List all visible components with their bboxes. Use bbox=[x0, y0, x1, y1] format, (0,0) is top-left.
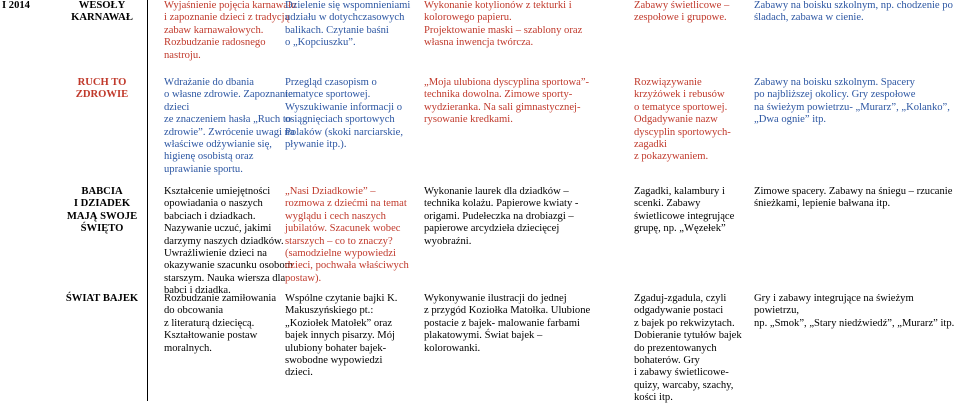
theme-ruch-to-zdrowie: RUCH TO ZDROWIE bbox=[75, 77, 129, 101]
theme-babcia-dziadek: BABCIA I DZIADEK MAJĄ SWOJE ŚWIĘTO bbox=[66, 186, 138, 235]
row1-outdoor: Zabawy na boisku szkolnym, np. chodzenie po śladach, zabawa w cienie. bbox=[754, 0, 953, 24]
row2-art: „Moja ulubiona dyscyplina sportowa”- technika dowolna. Zimowe sporty- wydzieranka. Na sali gimnastycznej- rysowanie kredkami. bbox=[424, 77, 590, 126]
row4-outdoor: Gry i zabawy integrujące na świeżym powietrzu, np. „Smok”, „Stary niedźwiedź”, „Murarz” itp. bbox=[754, 293, 955, 329]
row3-games: Zagadki, kalambury i scenki. Zabawy świetlicowe integrujące grupę, np. „Węzełek” bbox=[634, 186, 735, 235]
row1-goals: Wyjaśnienie pojęcia karnawału i zapoznanie dzieci z tradycją zabaw karnawałowych. Rozbudzanie radosnego nastroju. bbox=[164, 0, 297, 61]
theme-wesoly-karnawal: WESOŁY KARNAWAŁ bbox=[71, 0, 133, 24]
row2-games: Rozwiązywanie krzyżówek i rebusów o tematyce sportowej. Odgadywanie nazw dyscyplin sportowych- zagadki z pokazywaniem. bbox=[634, 77, 731, 163]
row3-literary: „Nasi Dziadkowie” – rozmowa z dziećmi na temat wyglądu i cech naszych jubilatów. Szacunek wobec starszych – co to znaczy? (samodzielne wypowiedzi dzieci, pochwała właściwych postaw). bbox=[285, 186, 409, 284]
row4-art: Wykonywanie ilustracji do jednej z przygód Koziołka Matołka. Ulubione postacie z bajek- malowanie farbami plakatowymi. Świat bajek – kolorowanki. bbox=[424, 293, 591, 354]
row4-games: Zgaduj-zgadula, czyli odgadywanie postaci z bajek po rekwizytach. Dobieranie tytułów bajek do prezentowanych bohaterów. Gry i zabawy świetlicowe- quizy, warcaby, szachy, kości itp. bbox=[634, 293, 742, 404]
month-label: I 2014 bbox=[2, 0, 30, 11]
row1-art: Wykonanie kotylionów z tekturki i kolorowego papieru. Projektowanie maski – szablony oraz własna inwencja twórcza. bbox=[424, 0, 583, 49]
row2-literary: Przegląd czasopism o tematyce sportowej. Wyszukiwanie informacji o osiągnięciach sportowych Polaków (skoki narciarskie, pływanie itp.). bbox=[285, 77, 403, 151]
row3-outdoor: Zimowe spacery. Zabawy na śniegu – rzucanie śnieżkami, lepienie bałwana itp. bbox=[754, 186, 953, 210]
row3-goals: Kształcenie umiejętności opowiadania o naszych babciach i dziadkach. Nazywanie uczuć, jakimi darzymy naszych dziadków. Uwrażliwienie dzieci na okazywanie szacunku osobom starszym. Nauka wiersza dla babci i dziadka. bbox=[164, 186, 293, 297]
theme-swiat-bajek: ŚWIAT BAJEK bbox=[65, 293, 139, 304]
row1-literary: Dzielenie się wspomnieniami udziału w dotychczasowych balikach. Czytanie baśni o „Kopciuszku”. bbox=[285, 0, 411, 49]
row3-art: Wykonanie laurek dla dziadków – technika kolażu. Papierowe kwiaty - origami. Pudełeczka na drobiazgi – papierowe arcydzieła dziecięcej wyobraźni. bbox=[424, 186, 579, 247]
row4-goals: Rozbudzanie zamiłowania do obcowania z literaturą dziecięcą. Kształtowanie postaw moralnych. bbox=[164, 293, 277, 354]
row2-goals: Wdrażanie do dbania o własne zdrowie. Zapoznanie dzieci ze znaczeniem hasła „Ruch to zdrowie”. Zwrócenie uwagi na właściwe odżywianie się, higienę osobistą oraz uprawianie sportu. bbox=[164, 77, 295, 175]
column-divider bbox=[147, 0, 148, 401]
row2-outdoor: Zabawy na boisku szkolnym. Spacery po najbliższej okolicy. Gry zespołowe na świeżym powietrzu- „Murarz”, „Kolanko”, „Dwa ognie” itp. bbox=[754, 77, 950, 126]
row4-literary: Wspólne czytanie bajki K. Makuszyńskiego pt.: „Koziołek Matołek” oraz bajek innych pisarzy. Mój ulubiony bohater bajek- swobodne wypowiedzi dzieci. bbox=[285, 293, 398, 379]
row1-games: Zabawy świetlicowe – zespołowe i grupowe. bbox=[634, 0, 730, 24]
